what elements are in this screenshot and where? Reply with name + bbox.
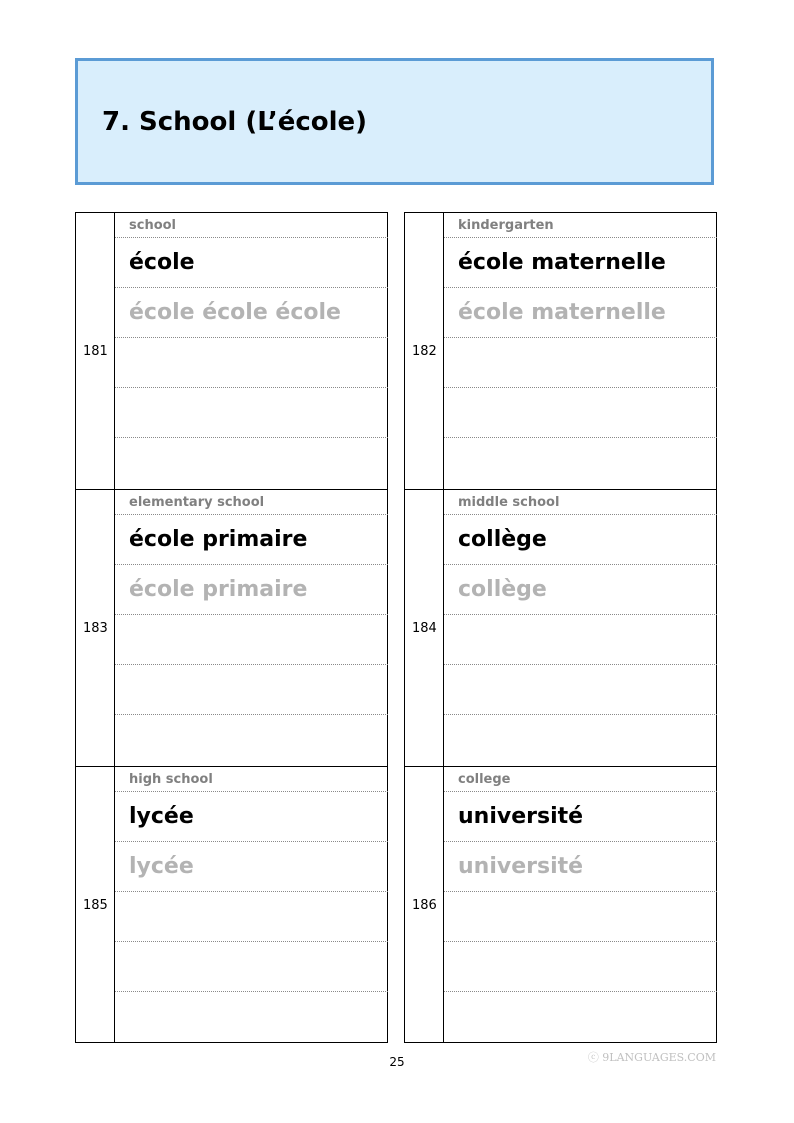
english-gloss: school [129,218,177,233]
dotted-rule [444,841,717,842]
tracing-text: collège [458,577,547,602]
writing-line-3[interactable] [115,992,388,1041]
title-banner [75,58,714,185]
french-word: école [129,250,195,275]
writing-line-1[interactable] [444,615,717,664]
tracing-text: école maternelle [458,300,666,325]
writing-line-2[interactable] [115,942,388,991]
entry-number: 183 [83,621,108,636]
english-gloss: kindergarten [458,218,554,233]
writing-line-2[interactable] [115,665,388,714]
entry-number: 184 [412,621,437,636]
writing-line-3[interactable] [444,992,717,1041]
english-gloss: elementary school [129,495,265,510]
writing-line-1[interactable] [115,892,388,941]
vocab-card-184 [404,489,717,766]
vocab-card-185 [75,766,388,1043]
entry-number: 181 [83,344,108,359]
writing-line-3[interactable] [444,438,717,487]
french-word: école primaire [129,527,308,552]
writing-line-1[interactable] [444,338,717,387]
vocab-card-186 [404,766,717,1043]
vocab-card-182 [404,212,717,489]
dotted-rule [444,564,717,565]
bottom-border-left [75,1042,388,1043]
writing-line-2[interactable] [115,388,388,437]
dotted-rule [444,791,717,792]
page-title: 7. School (L’école) [102,107,368,137]
dotted-rule [115,287,388,288]
english-gloss: college [458,772,511,787]
writing-line-1[interactable] [115,615,388,664]
page-number: 25 [389,1055,405,1069]
writing-line-3[interactable] [444,715,717,764]
tracing-text: université [458,854,584,879]
french-word: école maternelle [458,250,666,275]
dotted-rule [115,514,388,515]
copyright-notice: ⓒ 9LANGUAGES.COM [587,1051,716,1064]
vocab-card-183 [75,489,388,766]
entry-number: 186 [412,898,437,913]
writing-line-2[interactable] [444,388,717,437]
dotted-rule [115,564,388,565]
writing-line-3[interactable] [115,438,388,487]
vocab-card-181 [75,212,388,489]
english-gloss: high school [129,772,213,787]
dotted-rule [115,841,388,842]
entry-number: 185 [83,898,108,913]
dotted-rule [444,237,717,238]
french-word: lycée [129,804,194,829]
english-gloss: middle school [458,495,560,510]
tracing-text: école école école [129,300,341,325]
dotted-rule [444,287,717,288]
dotted-rule [115,237,388,238]
writing-line-2[interactable] [444,942,717,991]
french-word: université [458,804,584,829]
writing-line-2[interactable] [444,665,717,714]
dotted-rule [115,791,388,792]
writing-line-1[interactable] [444,892,717,941]
writing-line-3[interactable] [115,715,388,764]
writing-line-1[interactable] [115,338,388,387]
tracing-text: lycée [129,854,194,879]
tracing-text: école primaire [129,577,308,602]
bottom-border-right [404,1042,717,1043]
french-word: collège [458,527,547,552]
entry-number: 182 [412,344,437,359]
dotted-rule [444,514,717,515]
